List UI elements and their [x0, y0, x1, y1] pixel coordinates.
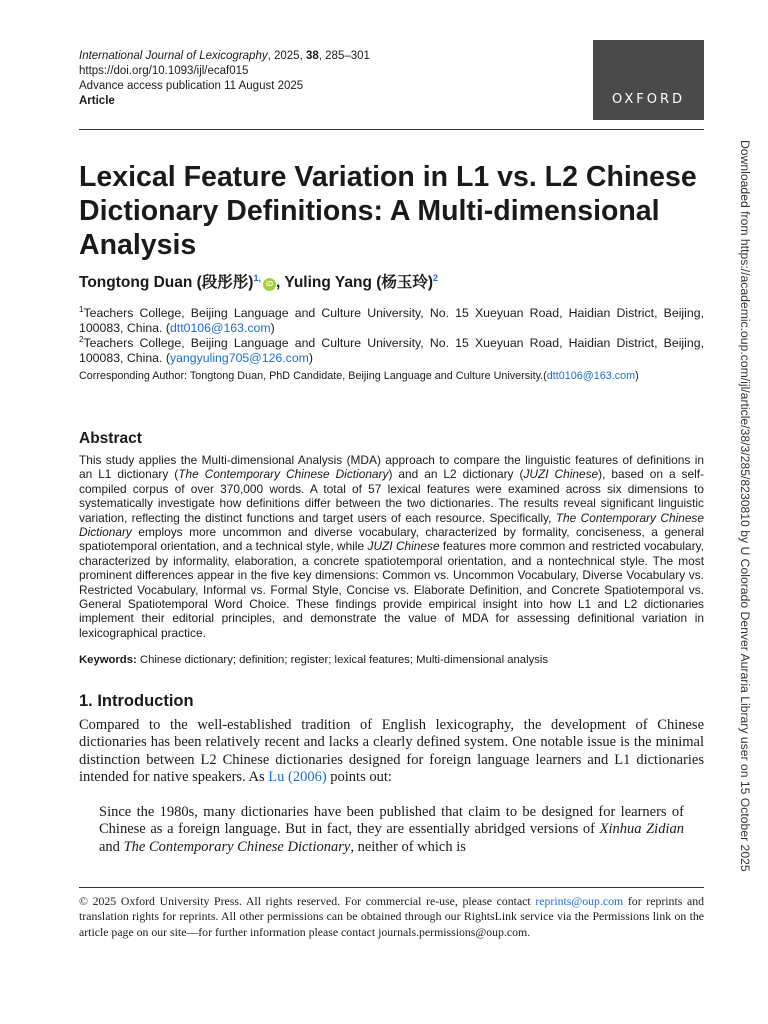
footer-divider — [79, 887, 704, 888]
article-type: Article — [79, 95, 115, 107]
block-quote: Since the 1980s, many dictionaries have been published that claim to be designed for learners of Chinese as a foreign language. But in fact, they are essentially abridged versions of Xinhua Zidian and The Contemporary Chinese Dictionary, neither of which is — [99, 804, 684, 855]
doi-link[interactable]: https://doi.org/10.1093/ijl/ecaf015 — [79, 65, 249, 77]
article-title: Lexical Feature Variation in L1 vs. L2 Chinese Dictionary Definitions: A Multi-dimensional Analysis — [79, 161, 697, 261]
email-link[interactable]: dtt0106@163.com — [546, 370, 636, 382]
affiliation: $^2$Teachers College, Beijing Language and Culture University, No. 15 Xueyuan Road, Haidian District, Beijing, 100083, China. (yangyuling705@126.com) — [79, 335, 704, 366]
orcid-icon[interactable]: iD — [263, 278, 276, 291]
section-heading: 1. Introduction — [79, 692, 194, 710]
access-date: Advance access publication 11 August 2025 — [79, 80, 304, 92]
author-list: Tongtong Duan (段彤彤)$^{1,}$iD , Yuling Yang (杨玉玲)$^2$ — [79, 272, 439, 291]
citation-line: International Journal of Lexicography, 2025, 38, 285–301 — [79, 50, 370, 62]
volume: 38 — [305, 50, 319, 62]
article-metadata — [79, 49, 370, 109]
author-name[interactable]: Yuling Yang (杨玉玲) — [284, 274, 434, 291]
affiliation: $^1$Teachers College, Beijing Language and Culture University, No. 15 Xueyuan Road, Haidian District, Beijing, 100083, China. (dtt0106@163.com) — [79, 305, 704, 336]
citation-link[interactable]: Lu (2006) — [268, 769, 327, 786]
journal-name: International Journal of Lexicography — [79, 50, 268, 62]
abstract-body: This study applies the Multi-dimensional Analysis (MDA) approach to compare the linguistic features of definitions in an L1 dictionary (The Contemporary Chinese Dictionary) and an L2 dictionary (JUZI Chinese), based on a self-compiled corpus of over 370,000 words. A total of 57 lexical features were examined across six dimensions to systematically investigate how definitions differ between the two dictionaries. The results reveal significant linguistic variation, reflecting the distinct functions and target users of each resource. Specifically, The Contemporary Chinese Dictionary employs more uncommon and diverse vocabulary, characterized by formality, conciseness, a general spatiotemporal orientation, and a technical style, while JUZI Chinese features more common and restricted vocabulary, characterized by informality, elaboration, a concrete spatiotemporal orientation, and a nontechnical style. The most prominent differences appear in the five key dimensions: Common vs. Uncommon Vocabulary, Diverse Vocabulary vs. Restricted Vocabulary, Informal vs. Formal Style, Concise vs. Elaborate Definition, and Concrete Spatiotemporal vs. General Spatiotemporal Word Choice. These findings provide empirical insight into how L1 and L2 dictionaries implement their editorial principles, and demonstrate the value of MDA for assessing definitional variation in lexicographical practice. — [79, 453, 704, 640]
copyright-notice: © 2025 Oxford University Press. All rights reserved. For commercial re-use, please contact reprints@oup.com for reprints and translation rights for reprints. All other permissions can be obtained through our RightsLink service via the Permissions link on the article page on our site—for further information please contact journals.permissions@oup.com. — [79, 894, 705, 939]
author-name[interactable]: Tongtong Duan (段彤彤) — [79, 274, 254, 291]
keywords: Keywords: Chinese dictionary; definition; register; lexical features; Multi-dimensional analysis — [79, 654, 549, 666]
email-link[interactable]: yangyuling705@126.com — [169, 351, 309, 366]
header-divider — [79, 129, 704, 130]
affiliation-ref[interactable]: 2 — [433, 272, 439, 283]
affiliation-ref[interactable]: 1, — [253, 272, 261, 283]
email-link[interactable]: dtt0106@163.com — [169, 321, 271, 336]
body-paragraph: Compared to the well-established tradition of English lexicography, the development of Chinese dictionaries has been relatively recent and lacks a clearly defined system. One notable issue is the minimal distinction between L2 Chinese dictionaries designed for foreign language learners and L1 dictionaries intended for native speakers. As Lu (2006) points out: — [79, 717, 704, 786]
abstract-heading: Abstract — [79, 430, 142, 447]
oxford-logo: OXFORD — [593, 40, 704, 120]
corresponding-author: Corresponding Author: Tongtong Duan, PhD Candidate, Beijing Language and Culture University.(dtt0106@163.com) — [79, 370, 639, 382]
email-link[interactable]: reprints@oup.com — [535, 894, 624, 908]
download-watermark: Downloaded from https://academic.oup.com/ijl/article/38/3/285/8230810 by U Colorado Denver Auraria Library user on 15 October 2025 — [738, 140, 752, 872]
